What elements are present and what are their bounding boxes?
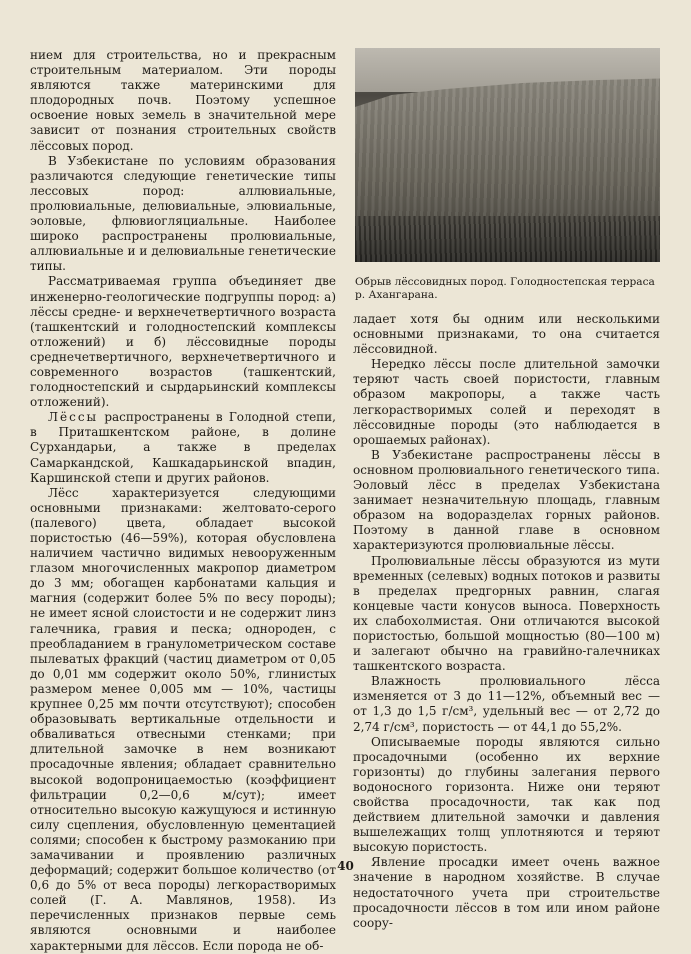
figure-photo — [355, 48, 660, 262]
paragraph: Описываемые породы являются сильно просадочными (особенно их верхние горизонты) до глубины залегания первого водоносного горизонта. Ниже они теряют свойства просадочности, так как под действием длительной замочки и давления вышележащих толщ уплотняются и теряют высокую пористость. — [353, 734, 660, 855]
paragraph: В Узбекистане по условиям образования различаются следующие генетические типы лессовых пород: аллювиальные, пролювиальные, делювиальные, элювиальные, эоловые, флювиогляциальные. Наиболее широко распространены пролювиальные, аллювиальные и и делювиальные генетические типы. — [30, 153, 336, 274]
paragraph: Влажность пролювиального лёсса изменяется от 3 до 11—12%, объемный вес — от 1,3 до 1,5 г/см³, удельный вес — от 2,72 до 2,74 г/см³, пористость — от 44,1 до 55,2%. — [353, 674, 660, 734]
page-number: 40 — [337, 859, 354, 873]
paragraph-text: распространены в Голодной степи, в Приташкентском районе, в долине Сурхандарьи, а также в пределах Самаркандской, Кашкадарьинской впадин, Каршинской степи и других районов. — [30, 410, 336, 485]
paragraph: Рассматриваемая группа объединяет две инженерно-геологические подгруппы пород: а) лёссы средне- и верхнечетвертичного возраста (ташкентский и голодностепский комплексы отложений) и б) лёссовидные породы среднечетвертичного, верхнечетвертичного и современного возрастов (ташкентский, голодностепский и сырдарьинский комплексы отложений). — [30, 274, 336, 410]
paragraph: Пролювиальные лёссы образуются из мути временных (селевых) водных потоков и развиты в пределах предгорных равнин, слагая концевые части конусов выноса. Поверхность их слабохолмистая. Они отличаются высокой пористостью, большой мощностью (80—100 м) и залегают обычно на гравийно-галечниках ташкентского возраста. — [353, 553, 660, 674]
photo-cliff — [355, 74, 660, 224]
paragraph: ладает хотя бы одним или несколькими основными признаками, то она считается лёссовидной. — [353, 312, 660, 357]
paragraph — [30, 410, 336, 485]
paragraph: нием для строительства, но и прекрасным строительным материалом. Эти породы являются также материнскими для плодородных почв. Поэтому успешное освоение новых земель в значительной мере зависит от познания строительных свойств лёссовых пород. — [30, 48, 336, 153]
photo-ground — [355, 216, 660, 262]
paragraph: Лёсс характеризуется следующими основными признаками: желтовато-серого (палевого) цвета, обладает высокой пористостью (46—59%), которая обусловлена наличием частично видимых невооруженным глазом многочисленных макропор диаметром до 3 мм; обогащен карбонатами кальция и магния (содержит более 5% по весу породы); не имеет ясной слоистости и не содержит линз галечника, гравия и песка; однороден, с преобладанием в гранулометрическом составе пылеватых фракций (частиц диаметром от 0,05 до 0,01 мм содержит около 50%, глинистых размером менее 0,005 мм — 10%, частицы крупнее 0,25 мм почти отсутствуют); способен образовывать вертикальные отдельности и обваливаться отвесными стенками; при длительной замочке в нем возникают просадочные явления; обладает сравнительно высокой водопроницаемостью (коэффициент фильтрации 0,2—0,6 м/сут); имеет относительно высокую кажущуюся и истинную силу сцепления, обусловленную цементацией солями; способен к быстрому размоканию при замачивании и проявлению различных деформаций; содержит большое количество (от 0,6 до 5% от веса породы) легкорастворимых солей (Г. А. Мавлянов, 1958). Из перечисленных признаков первые семь являются основными и наиболее характерными для лёссов. Если порода не об- — [30, 485, 336, 953]
paragraph: Явление просадки имеет очень важное значение в народном хозяйстве. В случае недостаточного учета при строительстве просадочности лёссов в том или ином районе соору- — [353, 855, 660, 930]
paragraph: Нередко лёссы после длительной замочки теряют часть своей пористости, главным образом макропоры, а также часть легкорастворимых солей и переходят в лёссовидные породы (это наблюдается в орошаемых районах). — [353, 357, 660, 447]
paragraph: В Узбекистане распространены лёссы в основном пролювиального генетического типа. Эоловый лёсс в пределах Узбекистана занимает незначительную площадь, главным образом на водоразделах горных районов. Поэтому в данной главе в основном характеризуются пролювиальные лёссы. — [353, 447, 660, 553]
right-column — [353, 312, 660, 931]
left-column — [30, 48, 336, 954]
spaced-term: Лёссы — [48, 410, 99, 425]
figure-caption: Обрыв лёссовидных пород. Голодностепская терраса р. Ахангарана. — [355, 276, 655, 301]
